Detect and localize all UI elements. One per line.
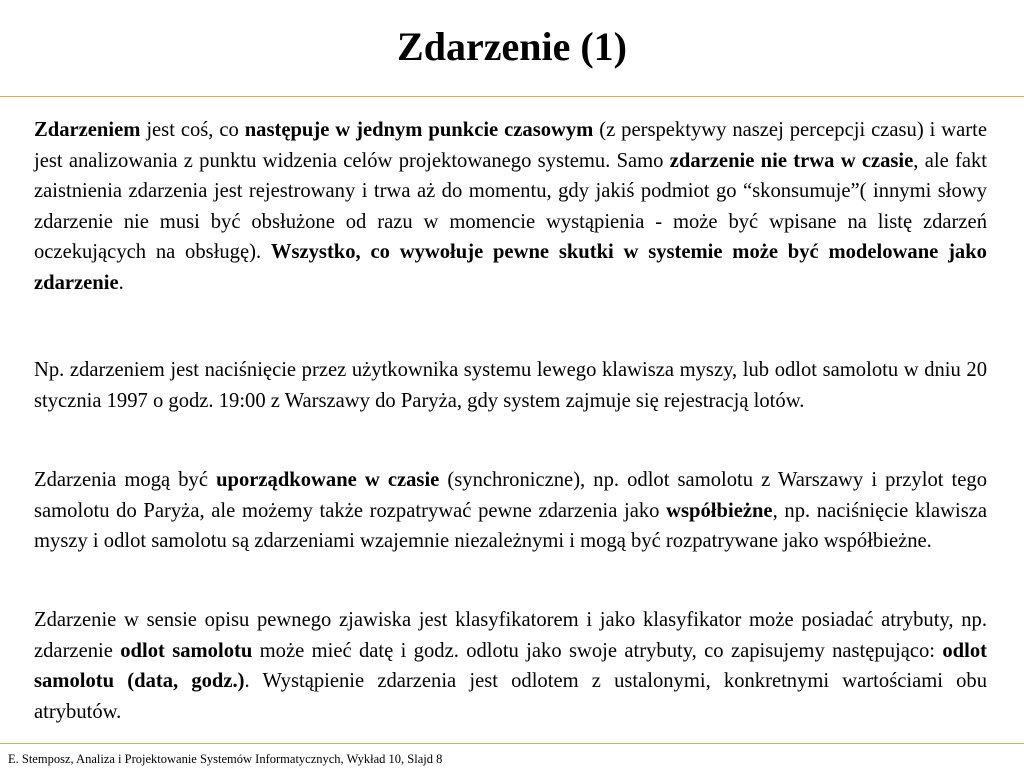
footer-divider	[0, 743, 1024, 744]
paragraph-ordering	[34, 465, 987, 557]
text-segment: jest coś, co	[140, 119, 245, 141]
paragraph-event-examples	[34, 355, 987, 416]
text-segment: (synchroniczne), np. odlot samolotu z Warszawy i przylot tego samolotu do Paryża, ale możemy także rozpatrywać pewne zdarzenia jako	[34, 469, 987, 522]
text-segment: Zdarzenie w sensie opisu pewnego zjawiska jest klasyfikatorem i jako klasyfikator może posiadać atrybuty, np. zdarzenie	[34, 609, 987, 662]
paragraph-event-definition	[34, 115, 987, 298]
text-segment: Zdarzenia mogą być	[34, 469, 217, 491]
text-segment: . Wystąpienie zdarzenia jest odlotem z ustalonymi, konkretnymi wartościami obu atrybutów.	[34, 670, 987, 723]
slide-footer: E. Stemposz, Analiza i Projektowanie Systemów Informatycznych, Wykład 10, Slajd 8	[8, 752, 443, 766]
text-segment: Np. zdarzeniem jest naciśnięcie przez użytkownika systemu lewego klawisza myszy, lub odlot samolotu w dniu 20 stycznia 1997 o godz. 19:00 z Warszawy do Paryża, gdy system zajmuje się rejestracją lotów.	[34, 359, 987, 412]
emphasis-ordered-in-time: uporządkowane w czasie	[216, 469, 440, 491]
text-segment: .	[118, 271, 124, 294]
term-zdarzeniem: Zdarzeniem	[34, 119, 141, 141]
paragraph-event-attributes	[34, 605, 987, 727]
text-segment: może mieć datę i godz. odlotu jako swoje atrybuty, co zapisujemy następująco:	[252, 639, 943, 662]
text-segment: , np. naciśnięcie klawisza myszy i odlot samolotu są zdarzeniami wzajemnie niezależnymi i mogą być rozpatrywane jako współbieżne.	[34, 499, 987, 552]
emphasis-modeled-as-event: Wszystko, co wywołuje pewne skutki w systemie może być modelowane jako zdarzenie	[34, 241, 987, 294]
title-divider	[0, 96, 1024, 97]
text-segment: , ale fakt zaistnienia zdarzenia jest rejestrowany i trwa aż do momentu, gdy jakiś podmiot go “skonsumuje”( innymi słowy zdarzenie nie musi być obsłużone od razu w momencie wystąpienia - może być wpisane na listę zdarzeń oczekujących na obsługę).	[34, 149, 988, 263]
emphasis-point-in-time: następuje w jednym punkcie czasowym	[244, 119, 594, 141]
emphasis-no-duration: zdarzenie nie trwa w czasie	[669, 149, 914, 172]
slide-title: Zdarzenie (1)	[397, 24, 627, 69]
text-segment: (z perspektywy naszej percepcji czasu) i warte jest analizowania z punktu widzenia celów projektowanego systemu. Samo	[34, 119, 987, 172]
emphasis-flight-departure-signature: odlot samolotu (data, godz.)	[34, 639, 987, 692]
emphasis-flight-departure: odlot samolotu	[120, 639, 253, 662]
emphasis-concurrent: współbieżne	[666, 499, 773, 522]
